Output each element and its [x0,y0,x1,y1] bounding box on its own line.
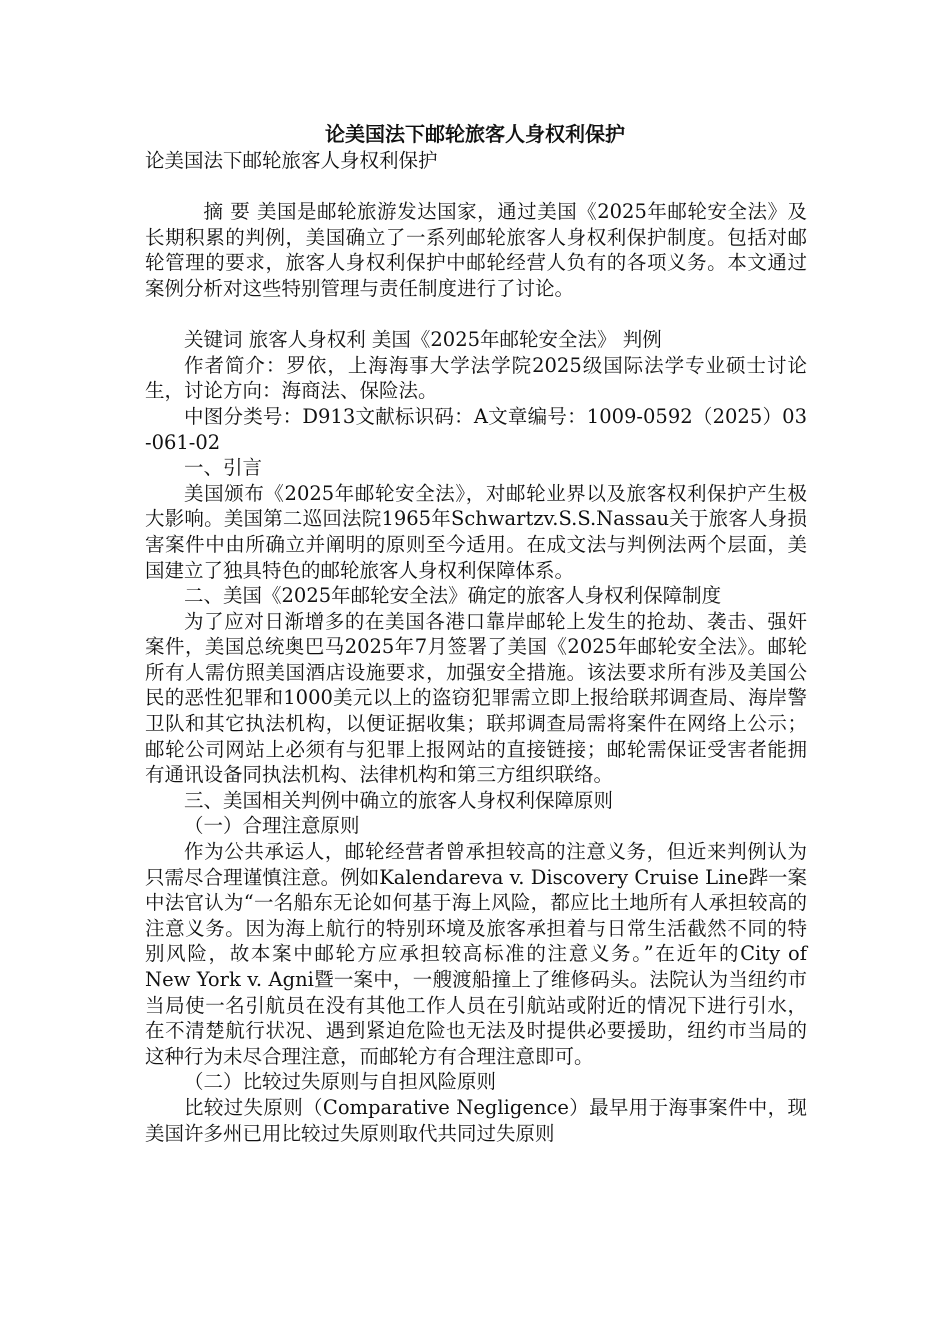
reasonable-care-paragraph: 作为公共承运人，邮轮经营者曾承担较高的注意义务，但近来判例认为只需尽合理谨慎注意。例如Kalendareva v. Discovery Cruise Line跸一案中法官认为“一名船东无论如何基于海上风险，都应比土地所有人承担较高的注意义务。因为海上航行的特别环境及旅客承担着与日常生活截然不同的特别风险，故本案中邮轮方应承担较高标准的注意义务。”在近年的City of New York v. Agni暨一案中，一艘渡船撞上了维修码头。法院认为当纽约市当局使一名引航员在没有其他工作人员在引航站或附近的情况下进行引水，在不清楚航行状况、遇到紧迫危险也无法及时提供必要援助，纽约市当局的这种行为未尽合理注意，而邮轮方有合理注意即可。 [145,840,807,1068]
document-title: 论美国法下邮轮旅客人身权利保护 [325,122,625,146]
cruise-safety-act-paragraph: 为了应对日渐增多的在美国各港口靠岸邮轮上发生的抢劫、袭击、强奸案件，美国总统奥巴马2025年7月签署了美国《2025年邮轮安全法》。邮轮所有人需仿照美国酒店设施要求，加强安全措施。该法要求所有涉及美国公民的恶性犯罪和1000美元以上的盗窃犯罪需立即上报给联邦调查局、海岸警卫队和其它执法机构，以便证据收集；联邦调查局需将案件在网络上公示；邮轮公司网站上必须有与犯罪上报网站的直接链接；邮轮需保证受害者能拥有通讯设备同执法机构、法律机构和第三方组织联络。 [145,609,807,787]
keywords-line: 关键词 旅客人身权利 美国《2025年邮轮安全法》 判例 [184,328,662,352]
subheading-comparative-negligence: （二）比较过失原则与自担风险原则 [184,1070,497,1094]
subheading-reasonable-care: （一）合理注意原则 [184,814,360,838]
abstract-paragraph: 摘 要 美国是邮轮旅游发达国家，通过美国《2025年邮轮安全法》及长期积累的判例，美国确立了一系列邮轮旅客人身权利保护制度。包括对邮轮管理的要求，旅客人身权利保护中邮轮经营人负有的各项义务。本文通过案例分析对这些特别管理与责任制度进行了讨论。 [145,200,807,300]
section-heading-case-law-principles: 三、美国相关判例中确立的旅客人身权利保障原则 [184,788,614,812]
comparative-negligence-paragraph: 比较过失原则（Comparative Negligence）最早用于海事案件中，现美国许多州已用比较过失原则取代共同过失原则 [145,1095,807,1145]
document-body [145,148,807,1146]
document-subtitle: 论美国法下邮轮旅客人身权利保护 [145,149,438,172]
classification-line: 中图分类号：D913文献标识码：A文章编号：1009-0592（2025）03-061-02 [145,404,807,454]
author-note: 作者简介：罗依，上海海事大学法学院2025级国际法学专业硕士讨论生，讨论方向：海商法、保险法。 [145,353,807,403]
introduction-paragraph: 美国颁布《2025年邮轮安全法》，对邮轮业界以及旅客权利保护产生极大影响。美国第二巡回法院1965年Schwartzv.S.S.Nassau关于旅客人身损害案件中由所确立并阐明的原则至今适用。在成文法与判例法两个层面，美国建立了独具特色的邮轮旅客人身权利保障体系。 [145,481,807,582]
section-heading-cruise-safety-act: 二、美国《2025年邮轮安全法》确定的旅客人身权利保障制度 [184,584,722,608]
section-heading-introduction: 一、引言 [184,456,263,480]
